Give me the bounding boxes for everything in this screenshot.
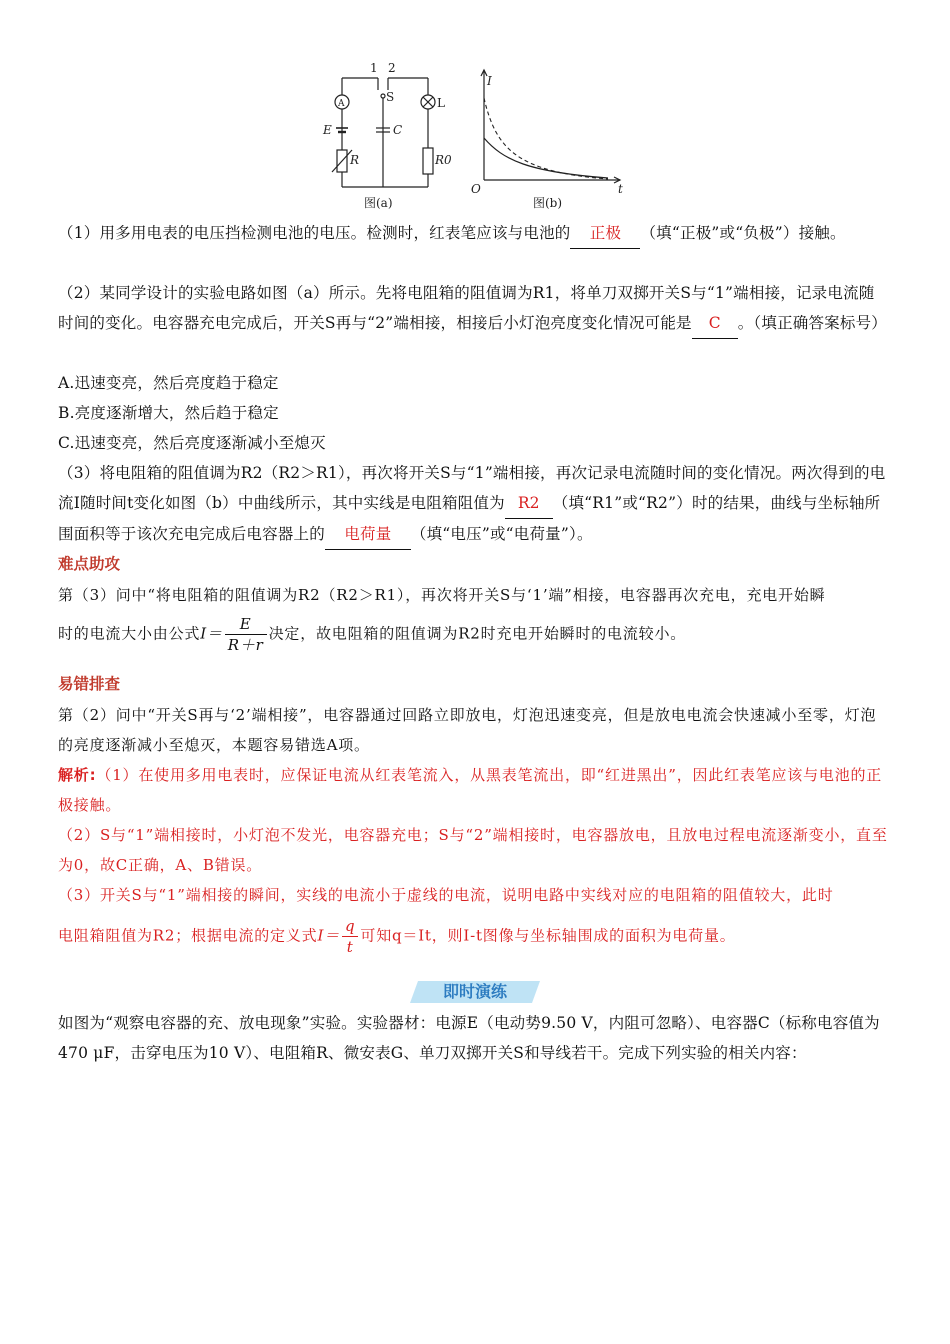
analysis-p3-text-after: 可知q＝It，则I-t图像与坐标轴围成的面积为电荷量。: [360, 926, 736, 945]
difficulty-text-after: 决定，故电阻箱的阻值调为R2时充电开始瞬时的电流较小。: [268, 624, 687, 643]
resistor-box-label: R: [350, 153, 360, 167]
switch-label: S: [386, 90, 395, 104]
mistake-heading: 易错排查: [58, 675, 121, 693]
r0-label: R0: [435, 153, 452, 167]
analysis-paragraph-1: [58, 760, 890, 820]
current-time-graph: [471, 70, 623, 210]
battery-label: E: [323, 123, 332, 137]
question-2: [58, 278, 890, 339]
terminal-2-label: 2: [388, 61, 396, 75]
formula-denominator: R＋r: [227, 636, 264, 654]
formula-2-lhs: I＝: [317, 926, 340, 945]
q3-answer-1: R2: [505, 488, 553, 519]
option-b: B.亮度逐渐增大，然后趋于稳定: [58, 404, 279, 422]
graph-origin-label: O: [471, 182, 481, 196]
q1-text: （1）用多用电表的电压挡检测电池的电压。检测时，红表笔应该与电池的: [58, 224, 571, 242]
circuit-and-graph-figures: [318, 60, 638, 215]
q2-text: （2）某同学设计的实验电路如图（a）所示。先将电阻箱的阻值调为R1，将单刀双掷开关S与“1”端相接，记录电流随时间的变化。电容器充电完成后，开关S再与“2”端相接，相接后小灯泡亮度变化情况可能是: [58, 284, 875, 332]
graph-y-label: I: [487, 74, 492, 88]
capacitor-label: C: [393, 123, 403, 137]
formula-2-numerator: q: [342, 916, 358, 937]
terminal-1-label: 1: [370, 61, 378, 75]
analysis-label: 解析:: [58, 766, 97, 784]
formula-2-fraction: [342, 916, 358, 957]
option-c: C.迅速变亮，然后亮度逐渐减小至熄灭: [58, 434, 326, 452]
q3-answer-2: 电荷量: [325, 519, 411, 550]
circuit-diagram: [332, 78, 435, 187]
figure-b-caption: 图(b): [533, 196, 563, 210]
mistake-text: 第（2）问中“开关S再与‘2’端相接”，电容器通过回路立即放电，灯泡迅速变亮，但是放电电流会快速减小至零，灯泡的亮度逐渐减小至熄灭，本题容易错选A项。: [58, 706, 877, 754]
analysis-p3-text: 电阻箱阻值为R2；根据电流的定义式: [58, 926, 318, 945]
graph-x-label: t: [618, 182, 623, 196]
q3-text-3: （填“电压”或“电荷量”）。: [410, 525, 593, 543]
lamp-label: L: [437, 96, 445, 110]
difficulty-text: 时的电流大小由公式: [58, 624, 201, 643]
difficulty-heading: 难点助攻: [58, 555, 121, 573]
practice-text: 如图为“观察电容器的充、放电现象”实验。实验器材：电源E（电动势9.50 V，内阻可忽略）、电容器C（标称电容值为470 μF，击穿电压为10 V）、电阻箱R、微安表G、单刀双掷开关S和导线若干。完成下列实验的相关内容：: [58, 1014, 880, 1062]
question-3: [58, 458, 890, 550]
dashed-curve: [484, 98, 608, 179]
analysis-paragraph-3-line-2: [58, 916, 890, 957]
formula-2-denominator: t: [346, 938, 354, 956]
formula-numerator: E: [225, 614, 267, 635]
option-a: A.迅速变亮，然后亮度趋于稳定: [58, 374, 279, 392]
q3-text-1: （3）将电阻箱的阻值调为R2（R2＞R1），再次将开关S与“1”端相接，再次记录电流随时间的变化情况。两次得到的电流I随时间t变化如图（b）中曲线所示，其中实线是电阻箱阻值为: [58, 464, 886, 512]
question-1: [58, 218, 890, 249]
formula-fraction: [225, 614, 267, 655]
analysis-paragraph-3-line-1: （3）开关S与“1”端相接的瞬间，实线的电流小于虚线的电流，说明电路中实线对应的电阻箱的阻值较大，此时: [58, 886, 834, 904]
practice-banner-text: 即时演练: [442, 982, 507, 1001]
difficulty-line-2: [58, 614, 890, 655]
q2-text-after: 。（填正确答案标号）: [737, 314, 887, 332]
difficulty-line-1: 第（3）问中“将电阻箱的阻值调为R2（R2＞R1），再次将开关S与‘1’端”相接，电容器再次充电，充电开始瞬: [58, 586, 826, 604]
ammeter-label: A: [338, 99, 345, 109]
solid-curve: [484, 138, 608, 178]
q1-text-after: （填“正极”或“负极”）接触。: [640, 224, 846, 242]
q1-answer: 正极: [570, 218, 640, 249]
q2-answer: C: [692, 308, 738, 339]
formula-lhs: I＝: [200, 624, 223, 643]
figure-a-caption: 图(a): [364, 196, 393, 210]
practice-banner: [410, 979, 540, 1005]
q3-text-2: （填“R1”或“R2”）时的结果，曲线与坐标轴所围面积等于该次充电完成后电容器上的: [58, 494, 881, 543]
analysis-p1-text: （1）在使用多用电表时，应保证电流从红表笔流入，从黑表笔流出，即“红进黑出”，因此红表笔应该与电池的正极接触。: [58, 766, 883, 814]
analysis-paragraph-2: （2）S与“1”端相接时，小灯泡不发光，电容器充电；S与“2”端相接时，电容器放电，且放电过程电流逐渐变小，直至为0，故C正确，A、B错误。: [58, 826, 888, 874]
